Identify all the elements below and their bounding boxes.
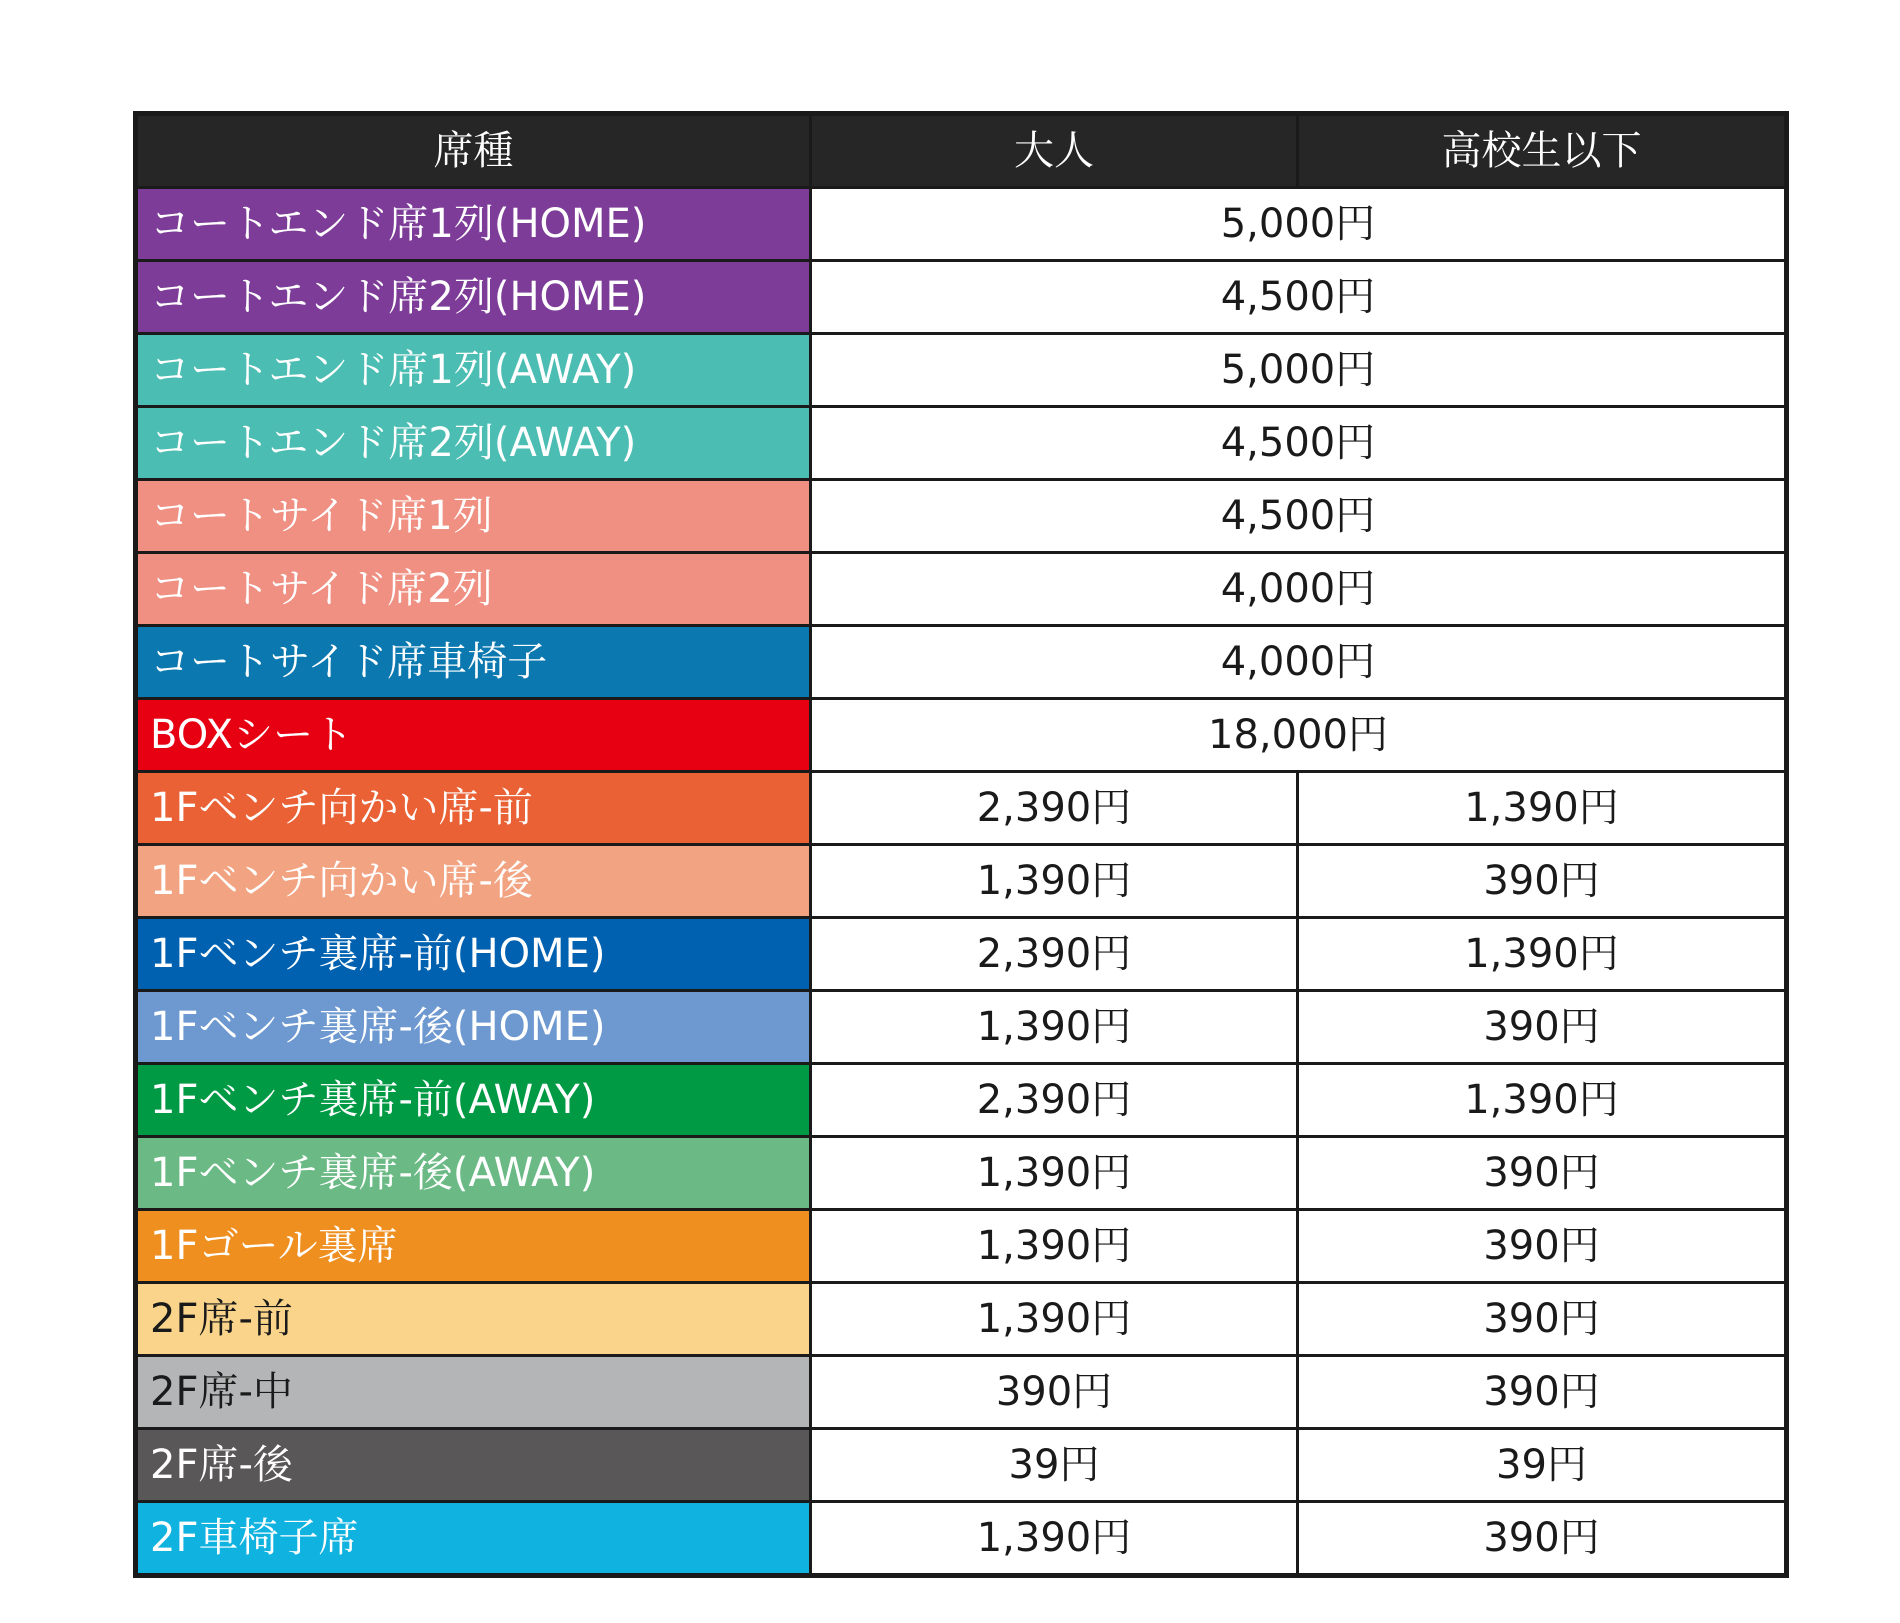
price-cell-shared: 18,000円 — [811, 699, 1787, 772]
price-cell-shared: 4,000円 — [811, 553, 1787, 626]
seat-type-cell: 2F席-中 — [136, 1356, 811, 1429]
adult-price-cell: 2,390円 — [811, 1064, 1298, 1137]
seat-type-cell: 1Fベンチ向かい席-後 — [136, 845, 811, 918]
seat-type-cell: 1Fベンチ裏席-前(AWAY) — [136, 1064, 811, 1137]
table-row — [136, 407, 1787, 480]
student-price-cell: 390円 — [1298, 991, 1787, 1064]
price-cell-shared: 4,500円 — [811, 480, 1787, 553]
table-row — [136, 188, 1787, 261]
seat-type-cell: 1Fベンチ向かい席-前 — [136, 772, 811, 845]
table-row — [136, 1283, 1787, 1356]
student-price-cell: 390円 — [1298, 1137, 1787, 1210]
student-price-cell: 390円 — [1298, 1356, 1787, 1429]
student-price-cell: 390円 — [1298, 1502, 1787, 1576]
seat-type-cell: 2F席-前 — [136, 1283, 811, 1356]
adult-price-cell: 2,390円 — [811, 918, 1298, 991]
adult-price-cell: 39円 — [811, 1429, 1298, 1502]
table-row — [136, 1137, 1787, 1210]
student-price-cell: 390円 — [1298, 1210, 1787, 1283]
seat-type-cell: コートサイド席1列 — [136, 480, 811, 553]
adult-price-cell: 1,390円 — [811, 1502, 1298, 1576]
seat-type-cell: 1Fベンチ裏席-後(HOME) — [136, 991, 811, 1064]
table-row — [136, 261, 1787, 334]
price-cell-shared: 4,000円 — [811, 626, 1787, 699]
header-seat-type: 席種 — [136, 114, 811, 188]
student-price-cell: 1,390円 — [1298, 772, 1787, 845]
student-price-cell: 1,390円 — [1298, 1064, 1787, 1137]
price-cell-shared: 4,500円 — [811, 407, 1787, 480]
seat-type-cell: BOXシート — [136, 699, 811, 772]
adult-price-cell: 1,390円 — [811, 1283, 1298, 1356]
seat-type-cell: コートサイド席2列 — [136, 553, 811, 626]
table-header-row — [136, 114, 1787, 188]
seat-type-cell: 2F車椅子席 — [136, 1502, 811, 1576]
ticket-price-table — [133, 111, 1789, 1578]
student-price-cell: 39円 — [1298, 1429, 1787, 1502]
seat-type-cell: 1Fベンチ裏席-後(AWAY) — [136, 1137, 811, 1210]
seat-type-cell: 1Fベンチ裏席-前(HOME) — [136, 918, 811, 991]
price-cell-shared: 5,000円 — [811, 334, 1787, 407]
table-row — [136, 1502, 1787, 1576]
table-row — [136, 480, 1787, 553]
header-high-school-and-under: 高校生以下 — [1298, 114, 1787, 188]
table-row — [136, 1064, 1787, 1137]
table-row — [136, 553, 1787, 626]
table-body — [136, 188, 1787, 1576]
table-row — [136, 1356, 1787, 1429]
adult-price-cell: 1,390円 — [811, 845, 1298, 918]
seat-type-cell: 2F席-後 — [136, 1429, 811, 1502]
price-cell-shared: 5,000円 — [811, 188, 1787, 261]
adult-price-cell: 1,390円 — [811, 1137, 1298, 1210]
table-row — [136, 626, 1787, 699]
table-row — [136, 1429, 1787, 1502]
table-row — [136, 845, 1787, 918]
adult-price-cell: 2,390円 — [811, 772, 1298, 845]
header-adult: 大人 — [811, 114, 1298, 188]
table-row — [136, 334, 1787, 407]
seat-type-cell: コートエンド席2列(AWAY) — [136, 407, 811, 480]
seat-type-cell: コートサイド席車椅子 — [136, 626, 811, 699]
seat-type-cell: コートエンド席2列(HOME) — [136, 261, 811, 334]
adult-price-cell: 1,390円 — [811, 991, 1298, 1064]
student-price-cell: 390円 — [1298, 1283, 1787, 1356]
student-price-cell: 1,390円 — [1298, 918, 1787, 991]
table-row — [136, 991, 1787, 1064]
seat-type-cell: コートエンド席1列(AWAY) — [136, 334, 811, 407]
table-row — [136, 1210, 1787, 1283]
table-row — [136, 699, 1787, 772]
adult-price-cell: 390円 — [811, 1356, 1298, 1429]
price-cell-shared: 4,500円 — [811, 261, 1787, 334]
seat-type-cell: 1Fゴール裏席 — [136, 1210, 811, 1283]
table-row — [136, 918, 1787, 991]
table-row — [136, 772, 1787, 845]
student-price-cell: 390円 — [1298, 845, 1787, 918]
adult-price-cell: 1,390円 — [811, 1210, 1298, 1283]
seat-type-cell: コートエンド席1列(HOME) — [136, 188, 811, 261]
